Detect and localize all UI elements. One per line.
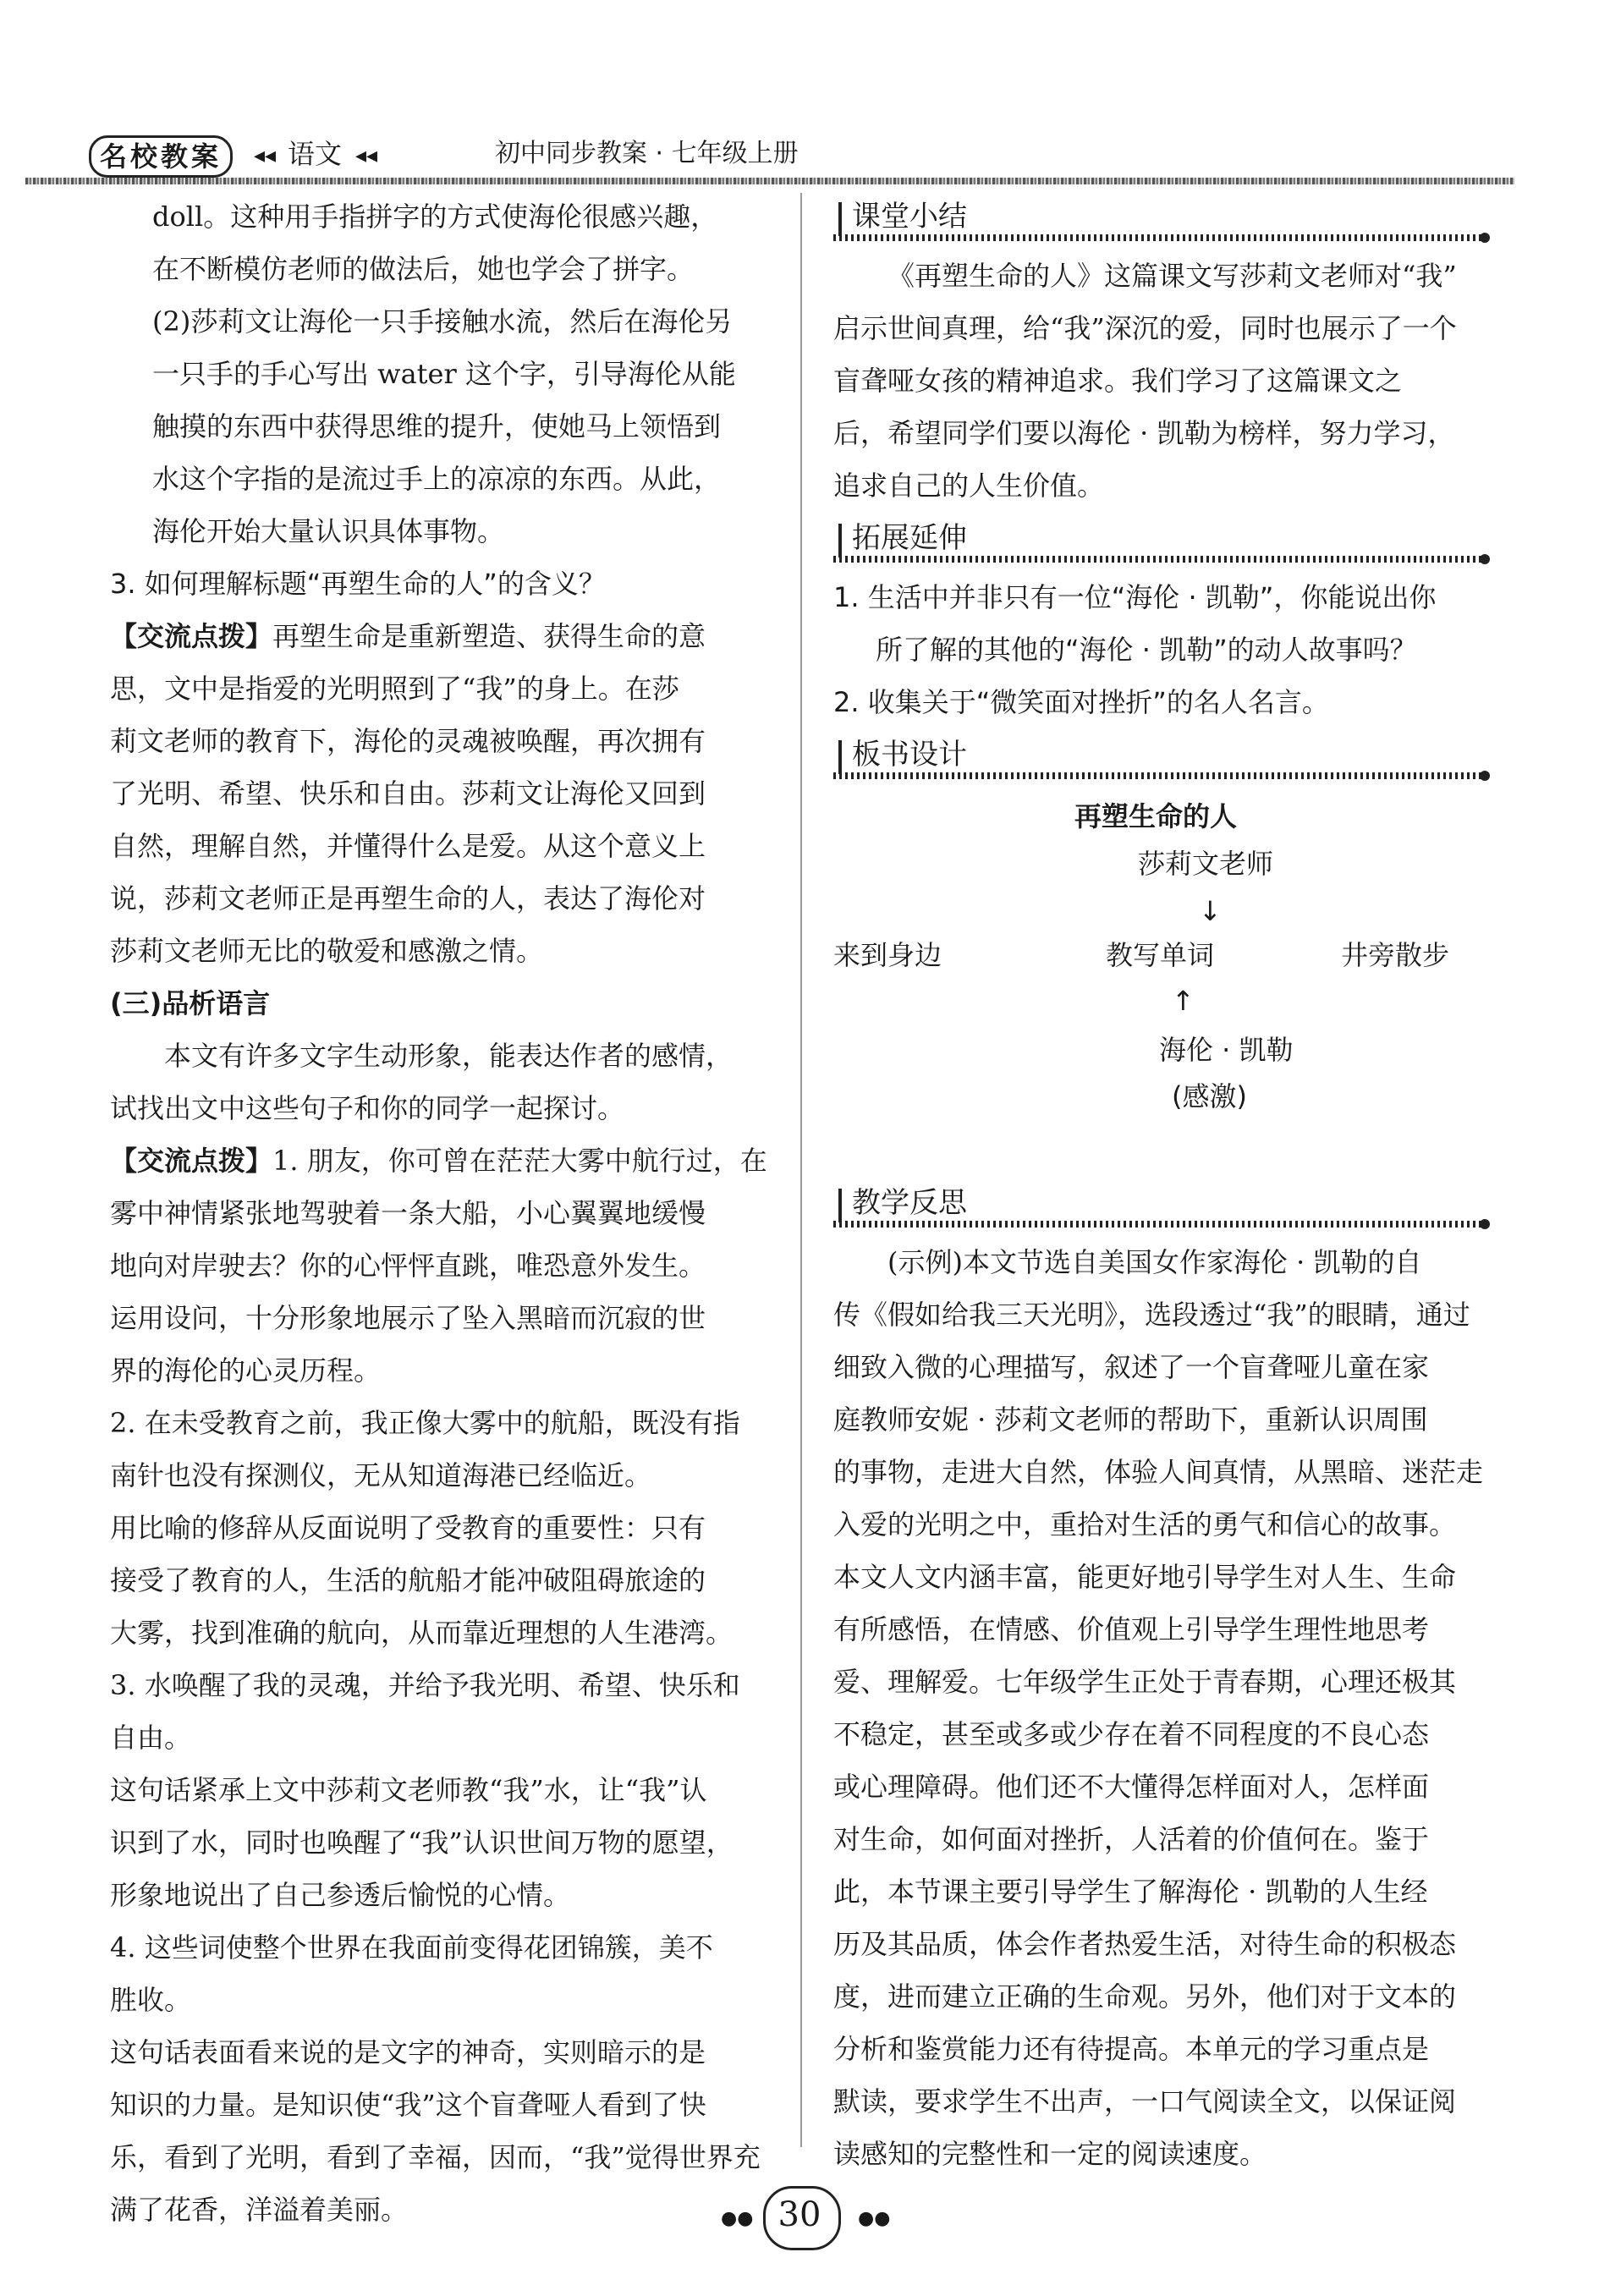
text-line: 海伦开始大量认识具体事物。	[152, 515, 505, 547]
text-line: 一只手的手心写出 water 这个字，引导海伦从能	[152, 358, 736, 390]
example-line: 胜收。	[110, 1984, 192, 2016]
text-line: 触摸的东西中获得思维的提升，使她马上领悟到	[152, 410, 722, 442]
example-line: 这句话表面看来说的是文字的神奇，实则暗示的是	[110, 2036, 706, 2068]
reflection-line: 读感知的完整性和一定的阅读速度。	[833, 2138, 1267, 2170]
reflection-line: 对生命，如何面对挫折，人活着的价值何在。鉴于	[833, 1823, 1430, 1855]
double-arrow-icon: ◂◂	[254, 143, 277, 168]
question-3: 3. 如何理解标题“再塑生命的人”的含义？	[110, 568, 606, 600]
board-title: 再塑生命的人	[1074, 800, 1238, 832]
answer-line: 自然，理解自然，并懂得什么是爱。从这个意义上	[110, 830, 706, 862]
left-column	[110, 190, 778, 2236]
example-line: 这句话紧承上文中莎莉文老师教“我”水，让“我”认	[110, 1774, 707, 1806]
example-line	[110, 1134, 778, 1187]
reflection-line: 分析和鉴赏能力还有待提高。本单元的学习重点是	[833, 2033, 1430, 2065]
summary-line: 盲聋哑女孩的精神追求。我们学习了这篇课文之	[833, 365, 1403, 397]
section-title: 拓展延伸	[852, 521, 967, 555]
example-line: 雾中神情紧张地驾驶着一条大船，小心翼翼地缓慢	[110, 1197, 706, 1229]
reflection-line: 细致入微的心理描写，叙述了一个盲聋哑儿童在家	[833, 1351, 1430, 1383]
board-teacher: 莎莉文老师	[1138, 848, 1274, 880]
reflection-line: 的事物，走进大自然，体验人间真情，从黑暗、迷茫走	[833, 1456, 1484, 1488]
example-line: 运用设问，十分形象地展示了坠入黑暗而沉寂的世	[110, 1302, 706, 1334]
text-line: doll。这种用手指拼字的方式使海伦很感兴趣，	[152, 200, 718, 233]
text-line: (2)莎莉文让海伦一只手接触水流，然后在海伦另	[152, 305, 733, 338]
example-line: 3. 水唤醒了我的灵魂，并给予我光明、希望、快乐和	[110, 1669, 740, 1701]
header-rule	[25, 178, 1514, 184]
answer-line: 莎莉文老师无比的敬爱和感激之情。	[110, 935, 544, 967]
answer-line	[110, 610, 778, 662]
answer-line: 说，莎莉文老师正是再塑生命的人，表达了海伦对	[110, 882, 706, 915]
reflection-line: 入爱的光明之中，重拾对生活的勇气和信心的故事。	[833, 1508, 1457, 1541]
example-line: 识到了水，同时也唤醒了“我”认识世间万物的愿望，	[110, 1826, 734, 1859]
reflection-line: 爱、理解爱。七年级学生正处于青春期，心理还极其	[833, 1666, 1457, 1698]
example-text: 1. 朋友，你可曾在茫茫大雾中航行过，在	[272, 1145, 767, 1177]
example-line: 用比喻的修辞从反面说明了受教育的重要性：只有	[110, 1512, 706, 1544]
extension-item: 2. 收集关于“微笑面对挫折”的名人名言。	[833, 686, 1329, 718]
reflection-line: 或心理障碍。他们还不大懂得怎样面对人，怎样面	[833, 1771, 1430, 1803]
text-line: 水这个字指的是流过手上的凉凉的东西。从此，	[152, 463, 722, 495]
page-number: 30	[778, 2195, 821, 2234]
section-title: 板书设计	[852, 738, 967, 772]
example-line: 大雾，找到准确的航向，从而靠近理想的人生港湾。	[110, 1617, 734, 1649]
extension-item: 1. 生活中并非只有一位“海伦 · 凯勒”，你能说出你	[833, 581, 1437, 613]
series-title: 初中同步教案 · 七年级上册	[495, 139, 799, 168]
answer-line: 莉文老师的教育下，海伦的灵魂被唤醒，再次拥有	[110, 725, 706, 757]
page-header	[80, 127, 1519, 181]
column-divider	[800, 193, 802, 2147]
example-line: 2. 在未受教育之前，我正像大雾中的航船，既没有指	[110, 1407, 740, 1439]
reflection-line: 庭教师安妮 · 莎莉文老师的帮助下，重新认识周围	[833, 1403, 1428, 1436]
example-line: 知识的力量。是知识使“我”这个盲聋哑人看到了快	[110, 2089, 706, 2121]
dots-icon: ●●	[858, 2208, 891, 2229]
brand-logo: 名校教案	[89, 135, 233, 178]
reflection-line: 历及其品质，体会作者热爱生活，对待生命的积极态	[833, 1928, 1457, 1960]
page-number-badge	[721, 2183, 891, 2249]
up-arrow-icon: ↑	[1172, 985, 1195, 1017]
reflection-line: 度，进而建立正确的生命观。另外，他们对于文本的	[833, 1980, 1457, 2013]
section-header-summary	[833, 195, 1485, 241]
example-line: 乐，看到了光明，看到了幸福，因而，“我”觉得世界充	[110, 2141, 761, 2173]
example-line: 自由。	[110, 1722, 192, 1754]
extension-item: 所了解的其他的“海伦 · 凯勒”的动人故事吗？	[876, 634, 1417, 666]
section-header-reflection	[833, 1182, 1485, 1228]
board-feeling: (感激)	[1172, 1080, 1247, 1112]
section-title: 课堂小结	[852, 200, 967, 233]
example-line: 满了花香，洋溢着美丽。	[110, 2194, 409, 2226]
text-line: 在不断模仿老师的做法后，她也学会了拼字。	[152, 253, 695, 285]
summary-line: 《再塑生命的人》这篇课文写莎莉文老师对“我”	[887, 260, 1457, 292]
summary-line: 后，希望同学们要以海伦 · 凯勒为榜样，努力学习，	[833, 417, 1455, 449]
board-right: 井旁散步	[1341, 939, 1450, 971]
section-title: 教学反思	[852, 1186, 967, 1220]
answer-text: 再塑生命是重新塑造、获得生命的意	[272, 620, 706, 652]
down-arrow-icon: ↓	[1199, 895, 1222, 927]
reflection-line: 本文人文内涵丰富，能更好地引导学生对人生、生命	[833, 1561, 1457, 1593]
example-line: 界的海伦的心灵历程。	[110, 1354, 382, 1387]
reflection-line: (示例)本文节选自美国女作家海伦 · 凯勒的自	[887, 1246, 1422, 1278]
reflection-line: 此，本节课主要引导学生了解海伦 · 凯勒的人生经	[833, 1876, 1428, 1908]
example-line: 接受了教育的人，生活的航船才能冲破阻碍旅途的	[110, 1564, 706, 1596]
subject-label: 语文	[288, 138, 343, 170]
section-header-extension	[833, 517, 1485, 563]
example-line: 地向对岸驶去？你的心怦怦直跳，唯恐意外发生。	[110, 1250, 706, 1282]
board-student: 海伦 · 凯勒	[1159, 1034, 1294, 1066]
double-arrow-icon: ◂◂	[355, 143, 378, 168]
exchange-tag: 【交流点拨】	[110, 1145, 273, 1177]
right-column	[833, 190, 1485, 2180]
section-heading: (三)品析语言	[110, 987, 271, 1019]
section-header-board	[833, 733, 1485, 779]
answer-line: 思，文中是指爱的光明照到了“我”的身上。在莎	[110, 673, 679, 705]
example-line: 南针也没有探测仪，无从知道海港已经临近。	[110, 1459, 652, 1491]
reflection-line: 默读，要求学生不出声，一口气阅读全文，以保证阅	[833, 2085, 1457, 2117]
exchange-tag: 【交流点拨】	[110, 620, 273, 652]
example-line: 形象地说出了自己参透后愉悦的心情。	[110, 1879, 571, 1911]
reflection-line: 有所感悟，在情感、价值观上引导学生理性地思考	[833, 1613, 1430, 1645]
board-design	[833, 788, 1485, 1177]
board-left: 来到身边	[833, 939, 942, 971]
example-line: 4. 这些词使整个世界在我面前变得花团锦簇，美不	[110, 1931, 713, 1964]
reflection-line: 不稳定，甚至或多或少存在着不同程度的不良心态	[833, 1718, 1430, 1750]
page-footer	[0, 2183, 1599, 2250]
dots-icon: ●●	[721, 2208, 754, 2229]
board-center: 教写单词	[1106, 939, 1215, 971]
reflection-line: 传《假如给我三天光明》，选段透过“我”的眼睛，通过	[833, 1299, 1470, 1331]
answer-line: 了光明、希望、快乐和自由。莎莉文让海伦又回到	[110, 777, 706, 810]
summary-line: 启示世间真理，给“我”深沉的爱，同时也展示了一个	[833, 312, 1457, 344]
text-line: 本文有许多文字生动形象，能表达作者的感情，	[164, 1040, 734, 1072]
text-line: 试找出文中这些句子和你的同学一起探讨。	[110, 1092, 625, 1124]
summary-line: 追求自己的人生价值。	[833, 470, 1105, 502]
